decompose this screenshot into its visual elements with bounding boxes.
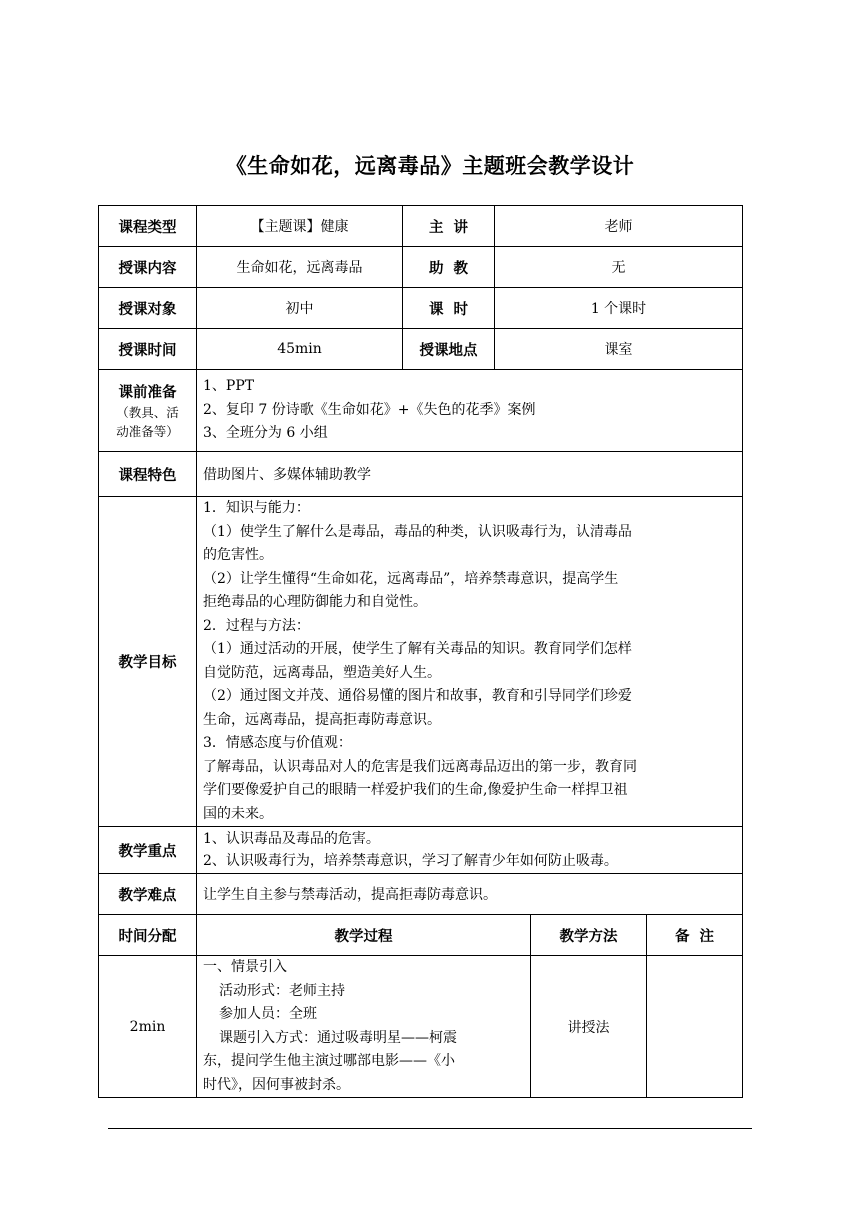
- process-row-method: 讲授法: [531, 956, 647, 1098]
- features-value: 借助图片、多媒体辅助教学: [197, 452, 743, 497]
- key-point-line: 2、认识吸毒行为，培养禁毒意识，学习了解青少年如何防止吸毒。: [203, 853, 618, 869]
- lecturer-value: 老师: [495, 206, 743, 247]
- process-row-notes: [647, 956, 743, 1098]
- hours-label: 课 时: [403, 288, 495, 329]
- key-point-line: 1、认识毒品及毒品的危害。: [203, 830, 380, 847]
- objective-line: 了解毒品，认识毒品对人的危害是我们远离毒品迈出的第一步，教育同: [203, 758, 637, 775]
- key-points-label: 教学重点: [99, 827, 197, 874]
- objective-line: 国的未来。: [203, 805, 273, 822]
- row-course-type: [99, 206, 743, 247]
- row-time: [99, 329, 743, 370]
- time-label: 授课时间: [99, 329, 197, 370]
- row-audience: [99, 288, 743, 329]
- preparation-label-cell: [99, 370, 197, 452]
- process-row: [99, 956, 743, 1098]
- preparation-item: 3、全班分为 6 小组: [203, 425, 328, 442]
- process-line: 时代》，因何事被封杀。: [203, 1076, 350, 1093]
- process-line: 东，提问学生他主演过哪部电影——《小: [203, 1053, 455, 1069]
- objective-line: 生命，远离毒品，提高拒毒防毒意识。: [203, 711, 441, 728]
- key-points-text: [197, 827, 743, 874]
- features-label: 课程特色: [99, 452, 197, 497]
- objective-line: （1）使学生了解什么是毒品，毒品的种类，认识吸毒行为，认清毒品: [203, 523, 632, 540]
- objective-line: 学们要像爱护自己的眼睛一样爱护我们的生命,像爱护生命一样捍卫祖: [203, 782, 628, 798]
- preparation-item: 1、PPT: [203, 378, 255, 395]
- row-objectives: [99, 497, 743, 827]
- time-value: 45min: [197, 329, 403, 370]
- objective-line: 1．知识与能力：: [203, 500, 310, 516]
- location-value: 课室: [495, 329, 743, 370]
- difficulties-value: 让学生自主参与禁毒活动，提高拒毒防毒意识。: [197, 874, 743, 915]
- difficulties-label: 教学难点: [99, 874, 197, 915]
- objectives-label: 教学目标: [99, 497, 197, 827]
- process-header-notes: 备 注: [647, 915, 743, 956]
- process-header-method: 教学方法: [531, 915, 647, 956]
- assistant-label: 助 教: [403, 247, 495, 288]
- audience-value: 初中: [197, 288, 403, 329]
- process-header-time: 时间分配: [99, 915, 197, 956]
- objective-line: 2．过程与方法：: [203, 617, 310, 634]
- process-line: 课题引入方式：通过吸毒明星——柯震: [219, 1029, 457, 1046]
- objective-line: （2）让学生懂得“生命如花，远离毒品”，培养禁毒意识，提高学生: [203, 570, 619, 587]
- objective-line: 3．情感态度与价值观：: [203, 735, 352, 751]
- process-line: 参加人员：全班: [219, 1006, 317, 1022]
- course-type-label: 课程类型: [99, 206, 197, 247]
- process-header-process: 教学过程: [197, 915, 531, 956]
- objective-line: 拒绝毒品的心理防御能力和自觉性。: [203, 594, 427, 610]
- content-value: 生命如花，远离毒品: [197, 247, 403, 288]
- preparation-sublabel-1: （教具、活: [116, 405, 179, 420]
- content-label: 授课内容: [99, 247, 197, 288]
- assistant-value: 无: [495, 247, 743, 288]
- row-features: [99, 452, 743, 497]
- objectives-text: [197, 497, 743, 827]
- objective-line: 的危害性。: [203, 547, 273, 563]
- page-title: 《生命如花，远离毒品》主题班会教学设计: [225, 154, 635, 178]
- preparation-list: [197, 370, 743, 452]
- row-key-points: [99, 827, 743, 874]
- process-line: 活动形式：老师主持: [219, 982, 345, 999]
- objective-line: （1）通过活动的开展，使学生了解有关毒品的知识。教育同学们怎样: [203, 641, 632, 657]
- process-row-time: 2min: [99, 956, 197, 1098]
- objective-line: （2）通过图文并茂、通俗易懂的图片和故事，教育和引导同学们珍爱: [203, 688, 632, 704]
- location-label: 授课地点: [403, 329, 495, 370]
- process-line: 一、情景引入: [203, 959, 287, 975]
- row-content: [99, 247, 743, 288]
- lecturer-label: 主 讲: [403, 206, 495, 247]
- row-preparation: [99, 370, 743, 452]
- process-row-content: [197, 956, 531, 1098]
- process-header-row: [99, 915, 743, 956]
- footer-divider: [108, 1128, 752, 1129]
- preparation-item: 2、复印 7 份诗歌《生命如花》+《失色的花季》案例: [203, 401, 536, 418]
- course-type-value: 【主题课】健康: [197, 206, 403, 247]
- preparation-sublabel-2: 动准备等）: [116, 424, 179, 439]
- audience-label: 授课对象: [99, 288, 197, 329]
- row-difficulties: [99, 874, 743, 915]
- objective-line: 自觉防范，远离毒品，塑造美好人生。: [203, 664, 441, 681]
- hours-value: 1 个课时: [495, 288, 743, 329]
- lesson-plan-table: [98, 205, 743, 1098]
- preparation-label: 课前准备: [118, 385, 177, 401]
